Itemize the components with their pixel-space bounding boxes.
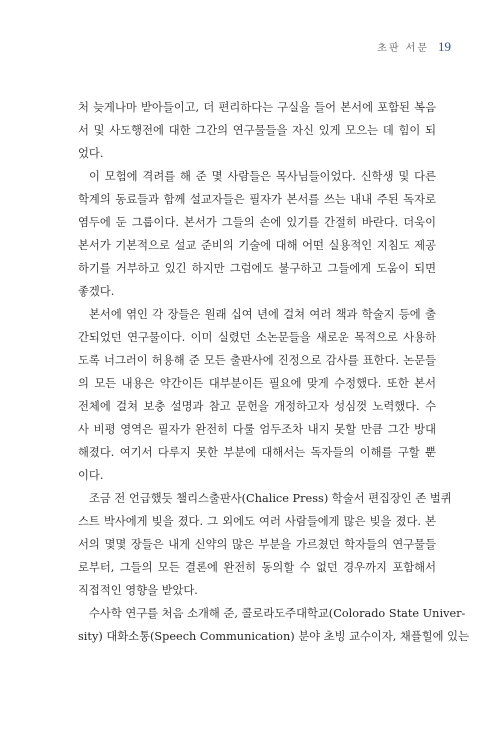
text-line: 로부터, 그들의 모든 결론에 완전히 동의할 수 없던 경우까지 포함해서 xyxy=(78,561,436,574)
text-line: 도록 너그러이 허용해 준 모든 출판사에 진정으로 감사를 표한다. 논문들 xyxy=(78,354,436,367)
text-line: 해졌다. 여기서 다루지 못한 부분에 대해서는 독자들의 이해를 구할 뿐 xyxy=(78,446,436,459)
text-line: 수사학 연구를 처음 소개해 준, 콜로라도주대학교(Colorado State Univer- xyxy=(89,607,466,620)
body-text xyxy=(78,96,469,648)
paragraph xyxy=(78,602,469,648)
text-line: 처 늦게나마 받아들이고, 더 편리하다는 구실을 들어 본서에 포함된 복음 xyxy=(78,101,436,114)
text-line: 조금 전 언급했듯 챌리스출판사(Chalice Press) 학술서 편집장인 존 벌퀴 xyxy=(89,492,452,505)
text-line: 본서가 기본적으로 설교 준비의 기술에 대해 어떤 실용적인 지침도 제공 xyxy=(78,239,436,252)
paragraph xyxy=(78,487,452,602)
text-line: 서의 몇몇 장들은 내게 신약의 많은 부분을 가르쳤던 학자들의 연구물들 xyxy=(78,538,436,551)
text-line: 좋겠다. xyxy=(78,285,115,298)
text-line: 이 모험에 격려를 해 준 몇 사람들은 목사님들이었다. 신학생 및 다른 xyxy=(89,170,436,183)
paragraph xyxy=(78,303,436,487)
text-line: 직접적인 영향을 받았다. xyxy=(78,584,198,597)
text-line: 염두에 둔 그룹이다. 본서가 그들의 손에 있기를 간절히 바란다. 더욱이 xyxy=(78,216,436,229)
text-line: 간되었던 연구물이다. 이미 실렸던 소논문들을 새로운 목적으로 사용하 xyxy=(78,331,436,344)
running-head xyxy=(377,39,451,61)
text-line: 본서에 엮인 각 장들은 원래 십여 년에 걸쳐 여러 책과 학술지 등에 출 xyxy=(89,308,436,321)
text-line: 하기를 거부하고 있긴 하지만 그럼에도 불구하고 그들에게 도움이 되면 xyxy=(78,262,436,275)
text-line: 의 모든 내용은 약간이든 대부분이든 필요에 맞게 수정했다. 또한 본서 xyxy=(78,377,436,390)
text-line: 전체에 걸쳐 보충 설명과 참고 문헌을 개정하고자 성심껏 노력했다. 수 xyxy=(78,400,436,413)
text-line: 었다. xyxy=(78,147,104,160)
text-line: 이다. xyxy=(78,469,104,482)
paragraph xyxy=(78,165,436,303)
section-title: 초판 서문 xyxy=(377,43,429,54)
text-line: 학계의 동료들과 함께 설교자들은 필자가 본서를 쓰는 내내 주된 독자로 xyxy=(78,193,436,206)
paragraph xyxy=(78,96,436,165)
text-line: 스트 박사에게 빚을 졌다. 그 외에도 여러 사람들에게 많은 빚을 졌다. 본 xyxy=(78,515,436,528)
page-number: 19 xyxy=(438,39,451,54)
text-line: 사 비평 영역은 필자가 완전히 다룰 엄두조차 내지 못할 만큼 그간 방대 xyxy=(78,423,436,436)
text-line: 서 및 사도행전에 대한 그간의 연구물들을 자신 있게 모으는 데 힘이 되 xyxy=(78,124,436,137)
text-line: sity) 대화소통(Speech Communication) 분야 초빙 교수이자, 채플힐에 있는 xyxy=(78,630,469,643)
